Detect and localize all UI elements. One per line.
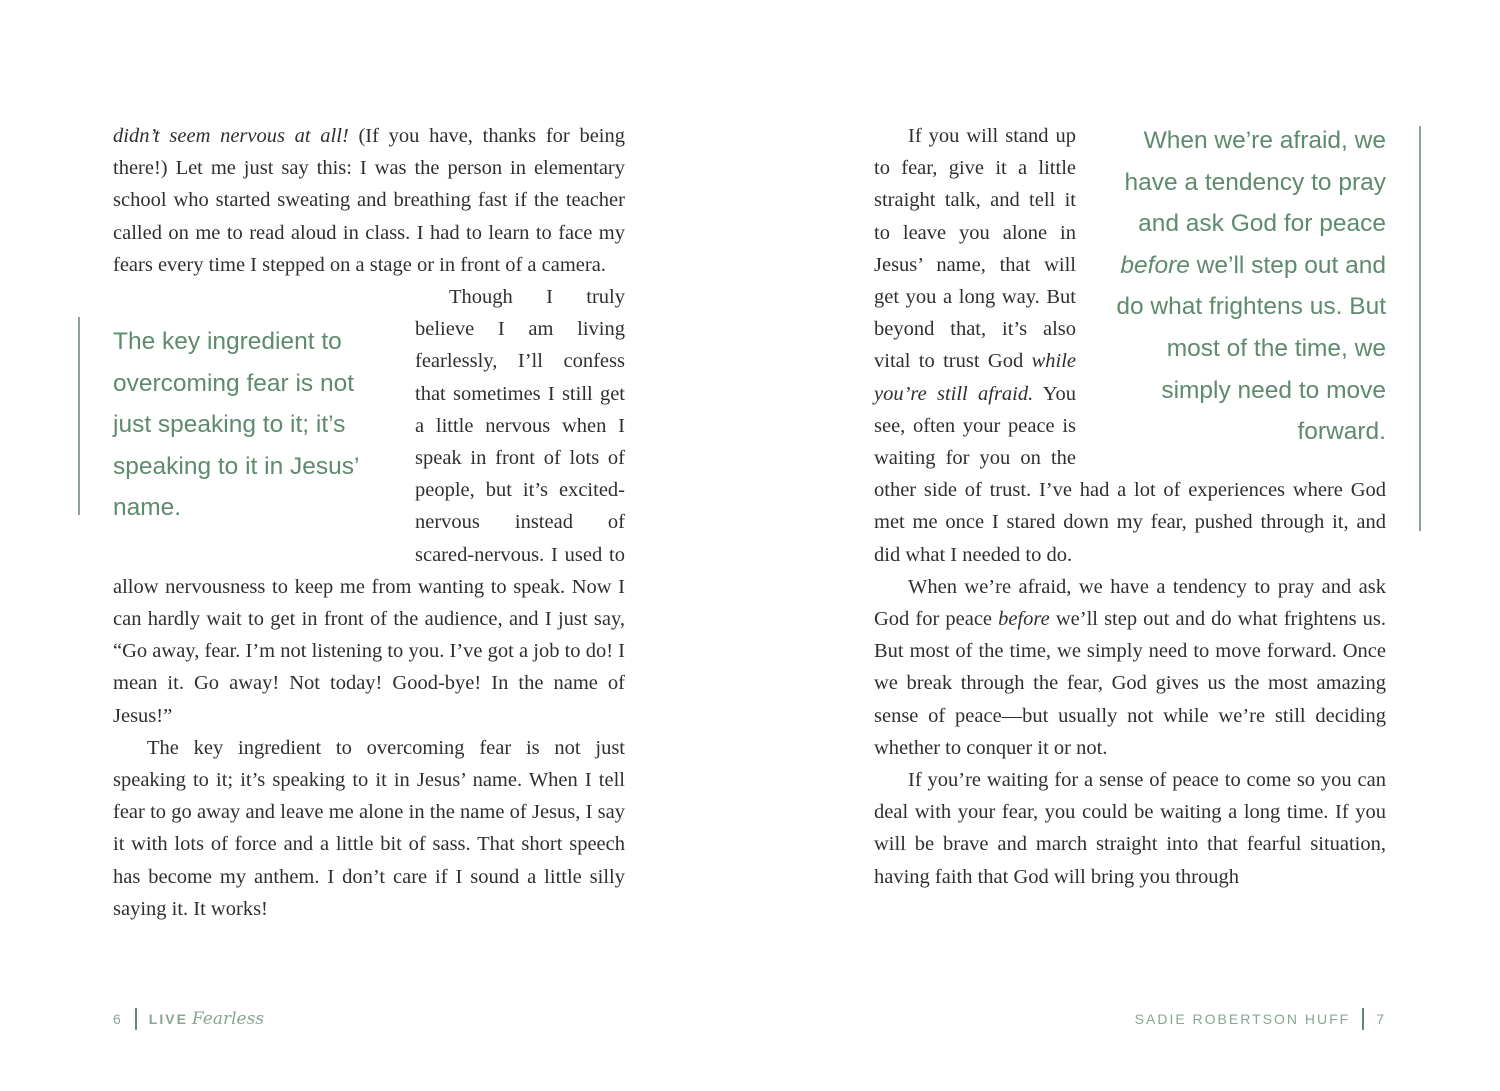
right-paragraph-1: If you will stand up to fear, give it a little straight talk, and tell it to leave you alone in Jesus’ name, that will get you a long way. But beyond that, it’s also vital to trust God while you’re still afraid. You see, often your peace is waiting for you on the other side of trust. I’ve had a lot of experiences where God met me once I stared down my fear, pushed through it, and did what I needed to do. bbox=[874, 125, 1386, 566]
book-title: LIVE bbox=[148, 1011, 188, 1027]
right-paragraph-2: When we’re afraid, we have a tendency to pray and ask God for peace before we’ll step out and do what frightens us. But most of the time, we simply need to move forward. Once we break through the fear, God gives us the most amazing sense of peace—but usually not while we’re still deciding whether to conquer it or not. bbox=[874, 575, 1387, 759]
pull-quote-bar bbox=[1419, 126, 1421, 531]
left-pull-quote: The key ingredient to overcoming fear is not just speaking to it; it’s speaking to it in Jesus’ name. bbox=[113, 321, 383, 529]
right-body-text bbox=[874, 120, 1386, 893]
emphasis-text: didn’t seem nervous at all! bbox=[113, 125, 349, 147]
author-name: SADIE ROBERTSON HUFF bbox=[1134, 1011, 1351, 1027]
footer-separator bbox=[1362, 1008, 1364, 1030]
left-body-text bbox=[113, 120, 625, 925]
right-paragraph-3: If you’re waiting for a sense of peace to come so you can deal with your fear, you could be waiting a long time. If you will be brave and march straight into that fearful situation, having faith that God will bring you through bbox=[874, 769, 1386, 888]
right-page bbox=[750, 0, 1500, 1091]
footer-separator bbox=[135, 1008, 137, 1030]
left-footer bbox=[113, 1008, 264, 1030]
left-paragraph-1: didn’t seem nervous at all! (If you have, thanks for being there!) Let me just say this: I was the person in elementary school who started sweating and breathing fast if the teacher called on me to read aloud in class. I had to learn to face my fears every time I stepped on a stage or in front of a camera. bbox=[113, 125, 625, 276]
left-paragraph-3: The key ingredient to overcoming fear is not just speaking to it; it’s speaking to it in Jesus’ name. When I tell fear to go away and leave me alone in the name of Jesus, I say it with lots of force and a little bit of sass. That short speech has become my anthem. I don’t care if I sound a little silly saying it. It works! bbox=[113, 736, 625, 920]
right-pull-quote: When we’re afraid, we have a tendency to pray and ask God for peace before we’ll step out and do what frightens us. But most of the time, we simply need to move forward. bbox=[1106, 120, 1386, 453]
page-number: 7 bbox=[1376, 1011, 1386, 1027]
book-title-script: Fearless bbox=[191, 1009, 265, 1029]
page-number: 6 bbox=[113, 1011, 123, 1027]
pull-quote-bar bbox=[78, 317, 80, 515]
right-footer bbox=[1135, 1008, 1386, 1030]
left-paragraph-2: Though I truly believe I am living fearlessly, I’ll confess that sometimes I still get a little nervous when I speak in front of lots of people, but it’s excited-nervous instead of scared-nervous. I used to allow nervousness to keep me from wanting to speak. Now I can hardly wait to get in front of the audience, and I just say, “Go away, fear. I’m not listening to you. I’ve got a job to do! I mean it. Go away! Not today! Good-bye! In the name of Jesus!” bbox=[113, 286, 625, 727]
